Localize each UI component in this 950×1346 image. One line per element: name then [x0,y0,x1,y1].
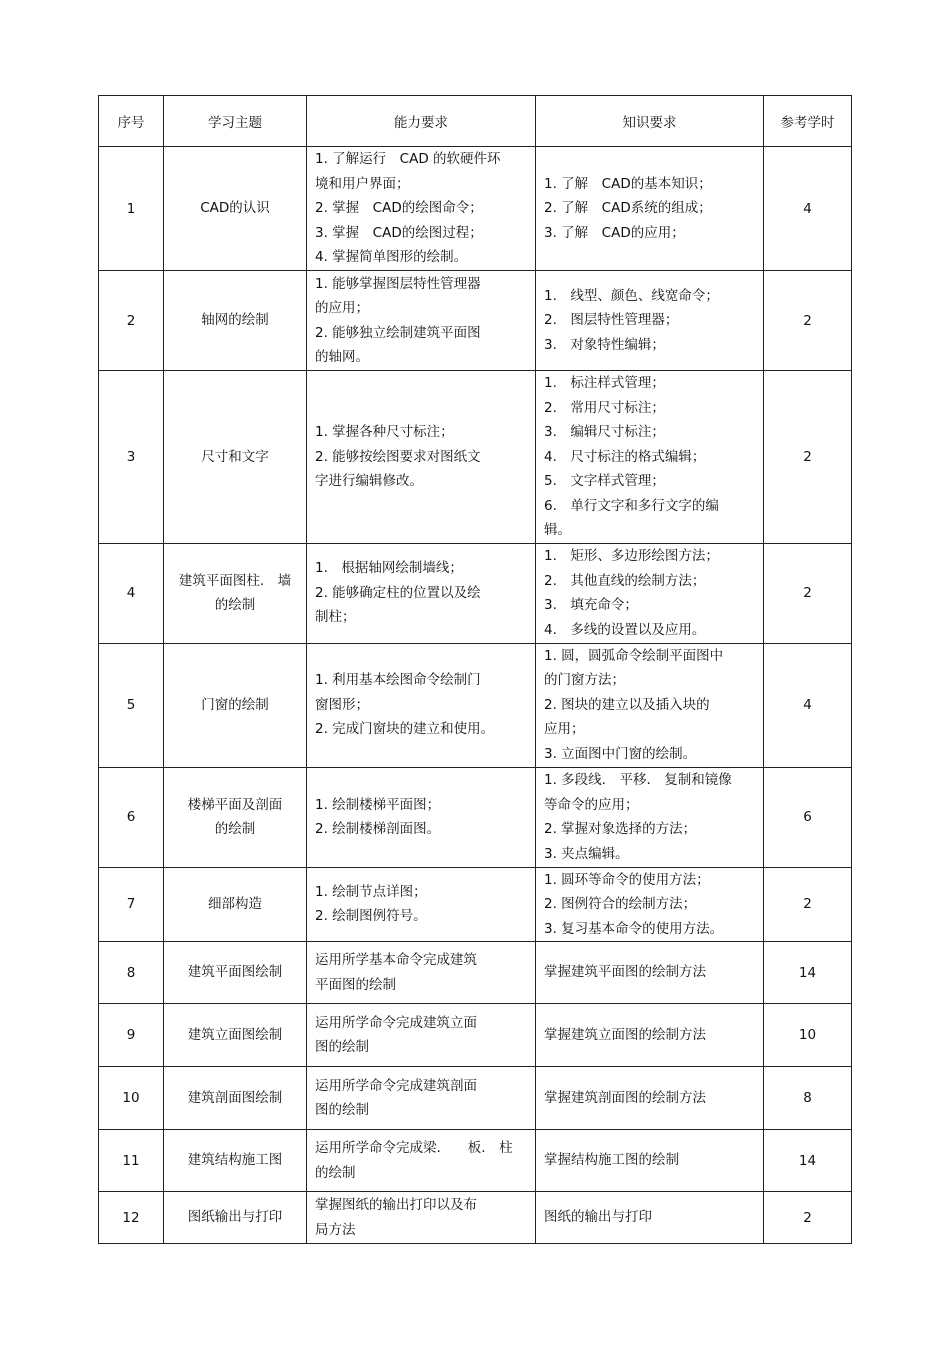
row-number: 2 [99,271,164,371]
ability-requirement-line: 掌握图纸的输出打印以及布 [315,1197,477,1213]
knowledge-requirement-line: 辑。 [544,522,571,538]
knowledge-requirement-line: 2. 其他直线的绘制方法； [544,572,706,589]
study-topic [164,271,307,371]
study-topic-line: 楼梯平面及剖面 [187,796,283,813]
knowledge-requirement-line: 3. 夹点编辑。 [544,845,629,862]
study-topic [164,767,307,867]
row-number: 3 [99,371,164,544]
study-topic-line: 细部构造 [208,896,262,912]
knowledge-requirement-line: 3. 编辑尺寸标注； [544,424,665,440]
ability-requirement-line: 运用所学命令完成建筑剖面 [315,1077,477,1094]
ability-requirement-line: 1. 了解运行 CAD 的软硬件环 [315,151,501,168]
table-row [99,1067,852,1130]
header-hours: 参考学时 [764,96,852,147]
ability-requirement-line: 2. 能够按绘图要求对图纸文 [315,448,481,465]
row-number: 8 [99,942,164,1004]
ability-requirement [307,1192,536,1244]
ability-requirement-line: 窗图形； [315,696,369,713]
knowledge-requirement-line: 3. 对象特性编辑； [544,336,665,353]
study-topic [164,942,307,1004]
ability-requirement-line: 图的绘制 [315,1102,369,1118]
table-row [99,643,852,767]
ability-requirement [307,1067,536,1130]
ability-requirement [307,767,536,867]
ability-requirement-line: 2. 掌握 CAD的绘图命令； [315,200,483,217]
ability-requirement-line: 图的绘制 [315,1039,369,1055]
study-topic [164,1067,307,1130]
course-table [98,95,852,1244]
header-row [99,96,852,147]
table-row [99,1130,852,1192]
ability-requirement [307,867,536,942]
knowledge-requirement-line: 2. 了解 CAD系统的组成； [544,200,712,217]
study-topic [164,371,307,544]
knowledge-requirement-line: 1. 线型、颜色、线宽命令； [544,287,719,304]
study-topic-line: 建筑结构施工图 [187,1152,283,1169]
row-number: 1 [99,147,164,271]
ability-requirement-line: 运用所学命令完成梁. 板. 柱 [315,1140,513,1156]
knowledge-requirement-line: 掌握建筑剖面图的绘制方法 [544,1089,706,1106]
table-row [99,371,852,544]
knowledge-requirement-line: 等命令的应用； [544,796,639,813]
reference-hours: 2 [764,1192,852,1244]
study-topic-line: 门窗的绘制 [201,696,269,713]
ability-requirement-line: 2. 能够独立绘制建筑平面图 [315,324,481,341]
row-number: 12 [99,1192,164,1244]
table-row [99,147,852,271]
table-row [99,942,852,1004]
reference-hours: 4 [764,147,852,271]
ability-requirement-line: 1. 能够掌握图层特性管理器 [315,275,481,292]
reference-hours: 2 [764,271,852,371]
ability-requirement-line: 1. 绘制节点详图； [315,883,427,900]
reference-hours: 14 [764,1130,852,1192]
study-topic [164,1192,307,1244]
knowledge-requirement-line: 3. 立面图中门窗的绘制。 [544,745,697,762]
study-topic-line: 建筑剖面图绘制 [187,1089,283,1106]
header-topic: 学习主题 [164,96,307,147]
table-row [99,767,852,867]
knowledge-requirement-line: 5. 文字样式管理； [544,473,665,489]
knowledge-requirement [536,1004,764,1067]
knowledge-requirement-line: 1. 了解 CAD的基本知识； [544,175,712,192]
row-number: 9 [99,1004,164,1067]
row-number: 10 [99,1067,164,1130]
ability-requirement-line: 局方法 [315,1221,356,1238]
knowledge-requirement-line: 2. 常用尺寸标注； [544,399,665,416]
knowledge-requirement-line: 掌握建筑平面图的绘制方法 [544,964,706,981]
study-topic-line: CAD的认识 [200,200,270,217]
study-topic-line: 建筑立面图绘制 [187,1026,283,1043]
ability-requirement-line: 2. 完成门窗块的建立和使用。 [315,721,495,738]
ability-requirement-line: 3. 掌握 CAD的绘图过程； [315,224,483,241]
ability-requirement [307,147,536,271]
reference-hours: 2 [764,543,852,643]
ability-requirement-line: 字进行编辑修改。 [315,473,423,489]
knowledge-requirement-line: 2. 掌握对象选择的方法； [544,821,697,837]
ability-requirement-line: 的应用； [315,300,369,316]
study-topic [164,867,307,942]
knowledge-requirement-line: 1. 多段线. 平移. 复制和镜像 [544,772,732,788]
ability-requirement [307,371,536,544]
knowledge-requirement-line: 1. 圆，圆弧命令绘制平面图中 [544,647,724,664]
header-ability: 能力要求 [307,96,536,147]
study-topic [164,643,307,767]
knowledge-requirement [536,767,764,867]
header-knowledge: 知识要求 [536,96,764,147]
knowledge-requirement [536,1192,764,1244]
ability-requirement [307,271,536,371]
ability-requirement-line: 的绘制 [315,1164,356,1181]
knowledge-requirement-line: 掌握结构施工图的绘制 [544,1152,679,1169]
knowledge-requirement-line: 1. 标注样式管理； [544,375,665,391]
study-topic [164,1004,307,1067]
knowledge-requirement-line: 4. 尺寸标注的格式编辑； [544,448,706,465]
row-number: 7 [99,867,164,942]
study-topic-line: 图纸输出与打印 [187,1209,283,1226]
ability-requirement [307,1004,536,1067]
knowledge-requirement-line: 应用； [544,721,585,738]
study-topic-line: 建筑平面图柱. 墙 [178,572,292,589]
ability-requirement-line: 2. 绘制楼梯剖面图。 [315,821,441,837]
ability-requirement-line: 1. 掌握各种尺寸标注； [315,424,454,440]
knowledge-requirement [536,867,764,942]
row-number: 5 [99,643,164,767]
ability-requirement [307,942,536,1004]
knowledge-requirement-line: 4. 多线的设置以及应用。 [544,621,706,638]
reference-hours: 8 [764,1067,852,1130]
study-topic [164,543,307,643]
ability-requirement-line: 平面图的绘制 [315,976,396,993]
knowledge-requirement-line: 1. 圆环等命令的使用方法； [544,871,710,888]
knowledge-requirement-line: 3. 了解 CAD的应用； [544,224,685,241]
knowledge-requirement [536,147,764,271]
knowledge-requirement-line: 6. 单行文字和多行文字的编 [544,497,719,514]
knowledge-requirement-line: 3. 填充命令； [544,597,638,613]
ability-requirement-line: 运用所学基本命令完成建筑 [315,952,477,968]
study-topic-line: 建筑平面图绘制 [187,964,283,981]
study-topic [164,1130,307,1192]
header-no: 序号 [99,96,164,147]
knowledge-requirement-line: 2. 图层特性管理器； [544,312,679,329]
ability-requirement-line: 制柱； [315,609,356,626]
table-row [99,543,852,643]
ability-requirement-line: 4. 掌握简单图形的绘制。 [315,249,468,266]
study-topic-line: 的绘制 [214,597,256,613]
knowledge-requirement [536,1067,764,1130]
ability-requirement [307,1130,536,1192]
ability-requirement [307,543,536,643]
knowledge-requirement-line: 2. 图块的建立以及插入块的 [544,696,710,713]
table-row [99,1004,852,1067]
ability-requirement-line: 1. 根据轴网绘制墙线； [315,560,463,577]
knowledge-requirement [536,1130,764,1192]
knowledge-requirement [536,543,764,643]
study-topic-line: 轴网的绘制 [201,312,269,329]
knowledge-requirement [536,942,764,1004]
knowledge-requirement-line: 1. 矩形、多边形绘图方法； [544,548,719,564]
ability-requirement-line: 运用所学命令完成建筑立面 [315,1014,477,1031]
knowledge-requirement-line: 掌握建筑立面图的绘制方法 [544,1026,706,1043]
knowledge-requirement [536,371,764,544]
reference-hours: 14 [764,942,852,1004]
table-row [99,867,852,942]
reference-hours: 4 [764,643,852,767]
reference-hours: 6 [764,767,852,867]
ability-requirement-line: 1. 绘制楼梯平面图； [315,796,441,813]
ability-requirement-line: 2. 绘制图例符号。 [315,908,427,925]
knowledge-requirement-line: 图纸的输出与打印 [544,1209,652,1226]
reference-hours: 10 [764,1004,852,1067]
ability-requirement-line: 1. 利用基本绘图命令绘制门 [315,672,481,689]
knowledge-requirement-line: 3. 复习基本命令的使用方法。 [544,920,724,937]
row-number: 6 [99,767,164,867]
knowledge-requirement [536,271,764,371]
knowledge-requirement-line: 的门窗方法； [544,672,625,689]
reference-hours: 2 [764,867,852,942]
study-topic-line: 尺寸和文字 [201,448,269,465]
reference-hours: 2 [764,371,852,544]
table-row [99,271,852,371]
knowledge-requirement [536,643,764,767]
row-number: 11 [99,1130,164,1192]
row-number: 4 [99,543,164,643]
table-row [99,1192,852,1244]
ability-requirement-line: 境和用户界面； [315,175,410,192]
ability-requirement-line: 的轴网。 [315,349,369,365]
study-topic-line: 的绘制 [214,821,256,837]
ability-requirement [307,643,536,767]
study-topic [164,147,307,271]
ability-requirement-line: 2. 能够确定柱的位置以及绘 [315,584,481,601]
knowledge-requirement-line: 2. 图例符合的绘制方法； [544,896,697,912]
